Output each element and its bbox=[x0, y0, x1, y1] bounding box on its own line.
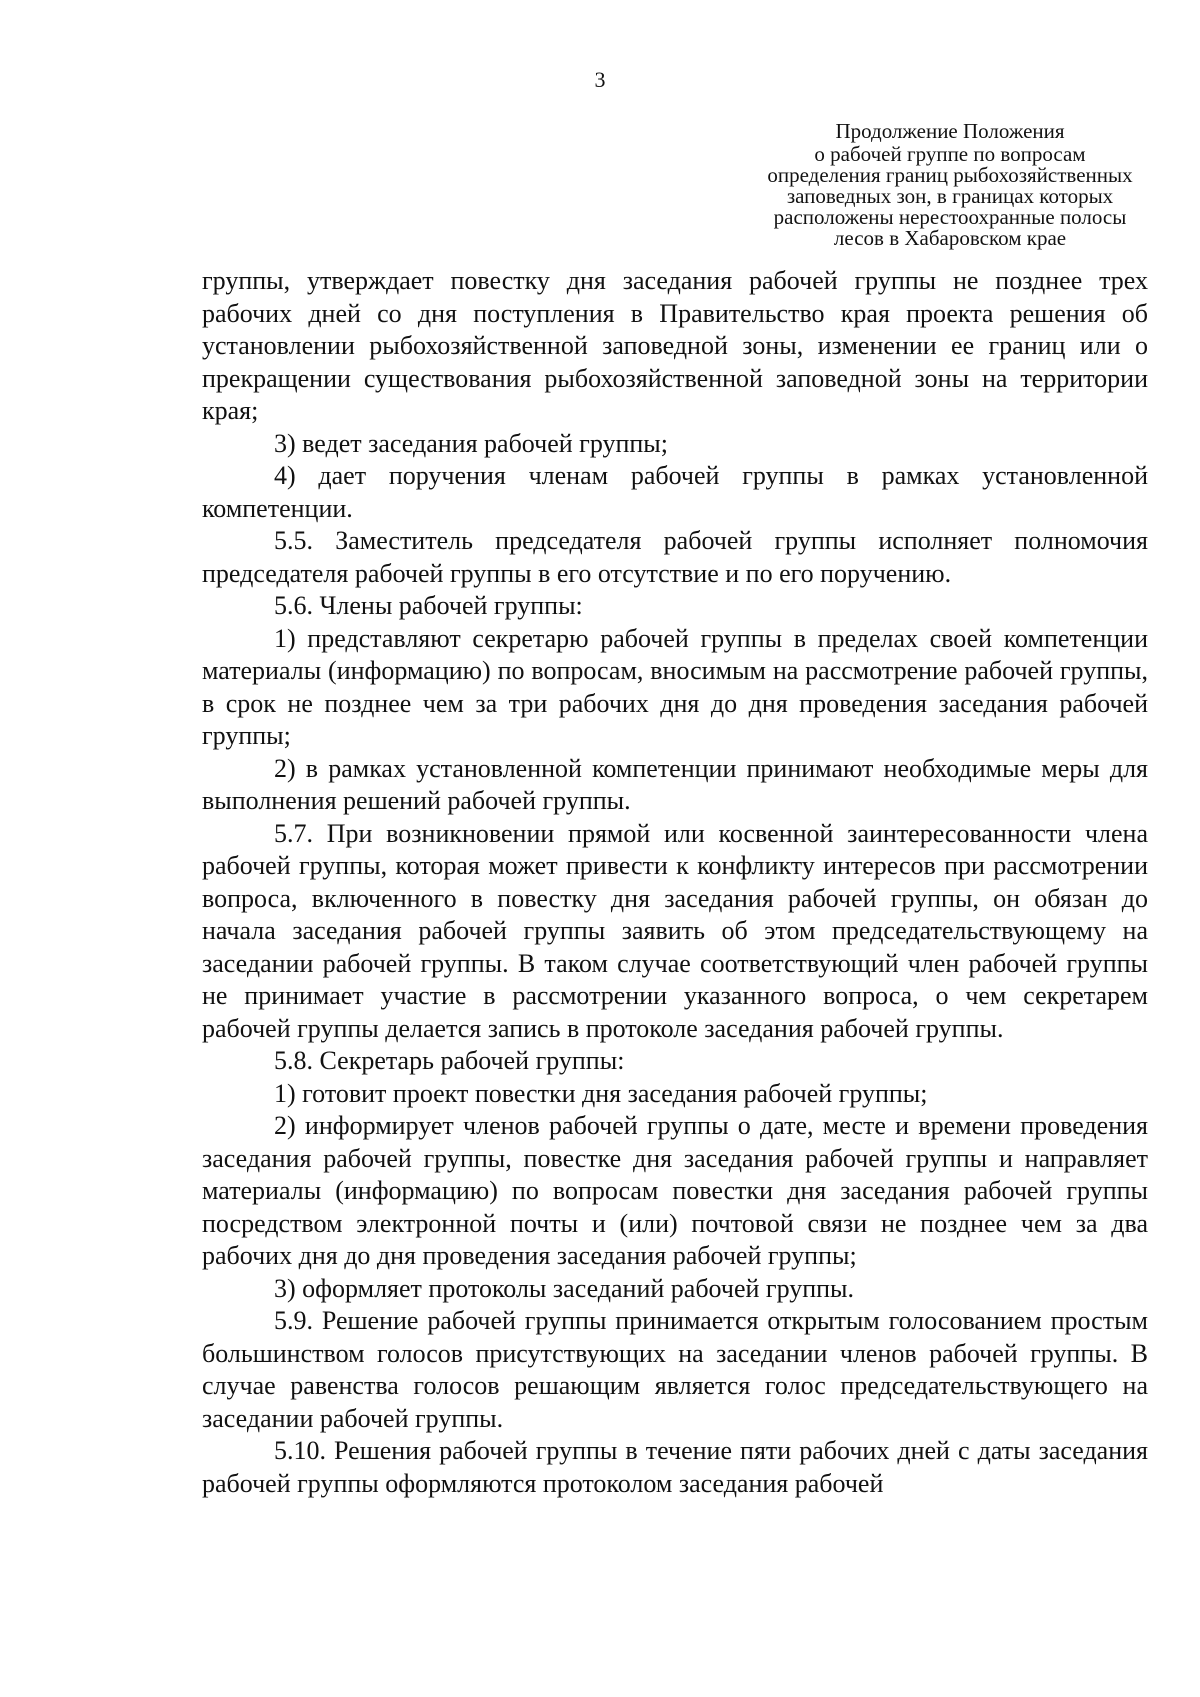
paragraph-5-8-item-1: 1) готовит проект повестки дня заседания рабочей группы; bbox=[274, 1078, 928, 1108]
header-line: расположены нерестоохранные полосы bbox=[773, 205, 1127, 229]
paragraph-5-6: 5.6. Члены рабочей группы: bbox=[274, 591, 583, 620]
header-line: лесов в Хабаровском крае bbox=[833, 226, 1067, 250]
header-line: заповедных зон, в границах которых bbox=[786, 184, 1114, 208]
paragraph-5-5: 5.5. Заместитель председателя рабочей группы исполняет полномочия председателя рабочей группы в его отсутствие и по его поручению. bbox=[202, 526, 1148, 588]
paragraph-5-8: 5.8. Секретарь рабочей группы: bbox=[274, 1046, 625, 1075]
header-line: определения границ рыбохозяйственных bbox=[767, 163, 1133, 187]
document-header bbox=[700, 121, 1200, 249]
paragraph-5-6-item-1: 1) представляют секретарю рабочей группы в пределах своей компетенции материалы (информацию) по вопросам, вносимым на рассмотрение рабочей группы, в срок не позднее чем за три рабочих дня до дня проведения заседания рабочей группы; bbox=[202, 623, 1148, 750]
paragraph-5-10: 5.10. Решения рабочей группы в течение пяти рабочих дней с даты заседания рабочей группы оформляются протоколом заседания рабочей bbox=[202, 1436, 1148, 1498]
paragraph-5-6-item-2: 2) в рамках установленной компетенции принимают необходимые меры для выполнения решений рабочей группы. bbox=[202, 753, 1148, 815]
paragraph-5-9: 5.9. Решение рабочей группы принимается открытым голосованием простым большинством голосов присутствующих на заседании членов рабочей группы. В случае равенства голосов решающим является голос председательствующего на заседании рабочей группы. bbox=[202, 1306, 1148, 1433]
paragraph-5-8-item-3: 3) оформляет протоколы заседаний рабочей группы. bbox=[274, 1273, 855, 1303]
paragraph-5-8-item-2: 2) информирует членов рабочей группы о дате, месте и времени проведения заседания рабочей группы, повестке дня заседания рабочей группы и направляет материалы (информацию) по вопросам повестки дня заседания рабочей группы посредством электронной почты и (или) почтовой связи не позднее чем за два рабочих дня до дня проведения заседания рабочей группы; bbox=[202, 1111, 1148, 1270]
document-body bbox=[202, 265, 1148, 1500]
header-line: о рабочей группе по вопросам bbox=[814, 142, 1086, 166]
paragraph-continuation: группы, утверждает повестку дня заседания рабочей группы не позднее трех рабочих дней со дня поступления в Правительство края проекта решения об установлении рыбохозяйственной заповедной зоны, изменении ее границ или о прекращении существования рыбохозяйственной заповедной зоны на территории края; bbox=[202, 266, 1148, 425]
header-title: Продолжение Положения bbox=[835, 119, 1065, 143]
paragraph-item-3: 3) ведет заседания рабочей группы; bbox=[274, 428, 668, 458]
page-number: 3 bbox=[594, 67, 606, 92]
paragraph-5-7: 5.7. При возникновении прямой или косвенной заинтересованности члена рабочей группы, которая может привести к конфликту интересов при рассмотрении вопроса, включенного в повестку дня заседания рабочей группы, он обязан до начала заседания рабочей группы заявить об этом председательствующему на заседании рабочей группы. В таком случае соответствующий член рабочей группы не принимает участие в рассмотрении указанного вопроса, о чем секретарем рабочей группы делается запись в протоколе заседания рабочей группы. bbox=[202, 818, 1148, 1043]
paragraph-item-4: 4) дает поручения членам рабочей группы в рамках установленной компетенции. bbox=[202, 461, 1148, 523]
